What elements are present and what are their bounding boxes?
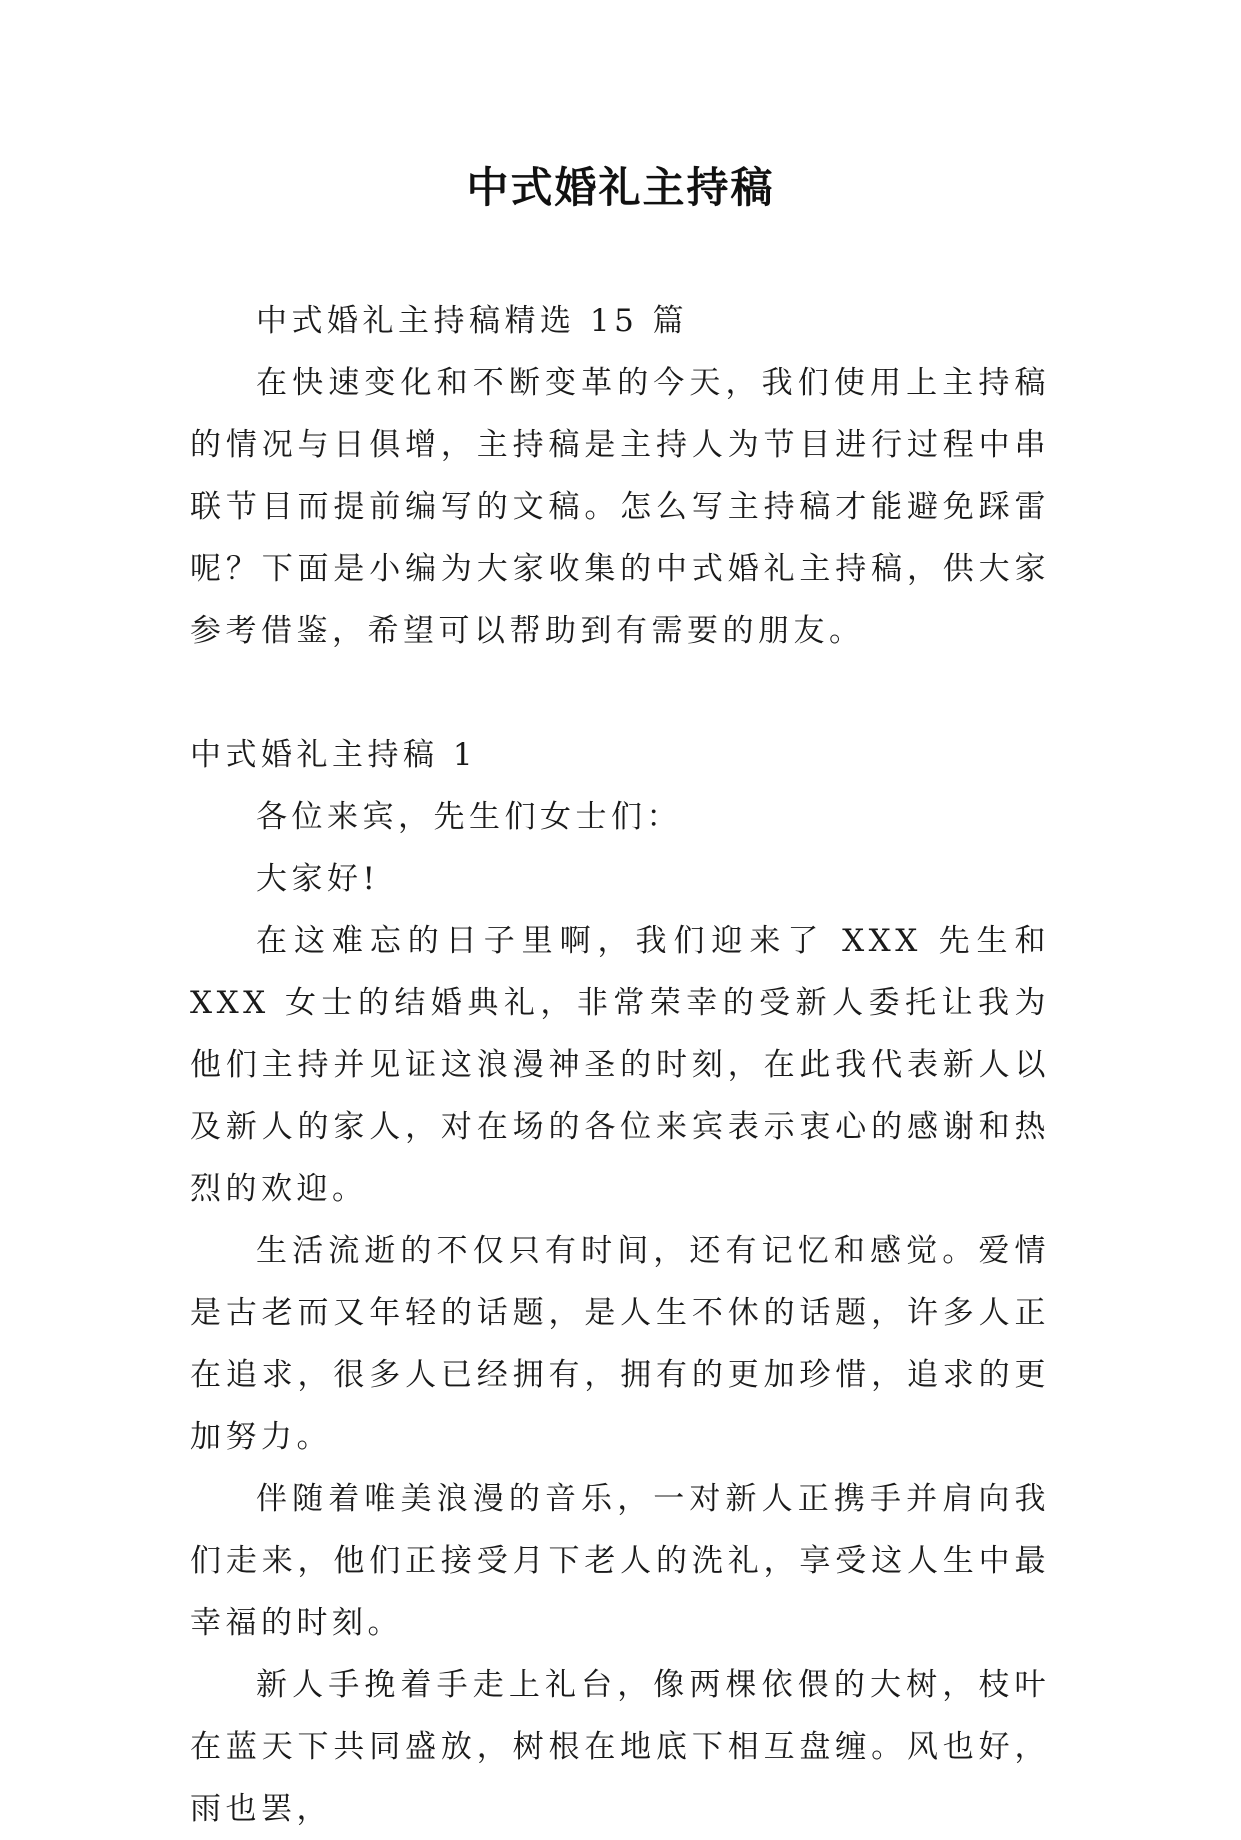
paragraph-hello: 大家好! (256, 861, 380, 897)
document-title: 中式婚礼主持稿 (466, 163, 775, 212)
document-body (190, 290, 1050, 1840)
section-heading: 中式婚礼主持稿 1 (190, 737, 478, 773)
paragraph-greeting: 各位来宾，先生们女士们： (256, 799, 682, 835)
paragraph-music: 伴随着唯美浪漫的音乐，一对新人正携手并肩向我们走来，他们正接受月下老人的洗礼，享受这人生中最幸福的时刻。 (190, 1481, 1050, 1641)
paragraph-welcome: 在这难忘的日子里啊，我们迎来了 XXX 先生和 XXX 女士的结婚典礼，非常荣幸的受新人委托让我为他们主持并见证这浪漫神圣的时刻，在此我代表新人以及新人的家人，对在场的各位来宾表示衷心的感谢和热烈的欢迎。 (190, 923, 1050, 1207)
document-subtitle: 中式婚礼主持稿精选 15 篇 (256, 303, 689, 339)
section-spacer (190, 662, 1050, 724)
paragraph-stage: 新人手挽着手走上礼台，像两棵依偎的大树，枝叶在蓝天下共同盛放，树根在地底下相互盘缠。风也好，雨也罢， (190, 1667, 1050, 1827)
paragraph-love: 生活流逝的不仅只有时间，还有记忆和感觉。爱情是古老而又年轻的话题，是人生不休的话题，许多人正在追求，很多人已经拥有，拥有的更加珍惜，追求的更加努力。 (190, 1233, 1050, 1455)
intro-paragraph: 在快速变化和不断变革的今天，我们使用上主持稿的情况与日俱增，主持稿是主持人为节目进行过程中串联节目而提前编写的文稿。怎么写主持稿才能避免踩雷呢？下面是小编为大家收集的中式婚礼主持稿，供大家参考借鉴，希望可以帮助到有需要的朋友。 (190, 365, 1050, 649)
